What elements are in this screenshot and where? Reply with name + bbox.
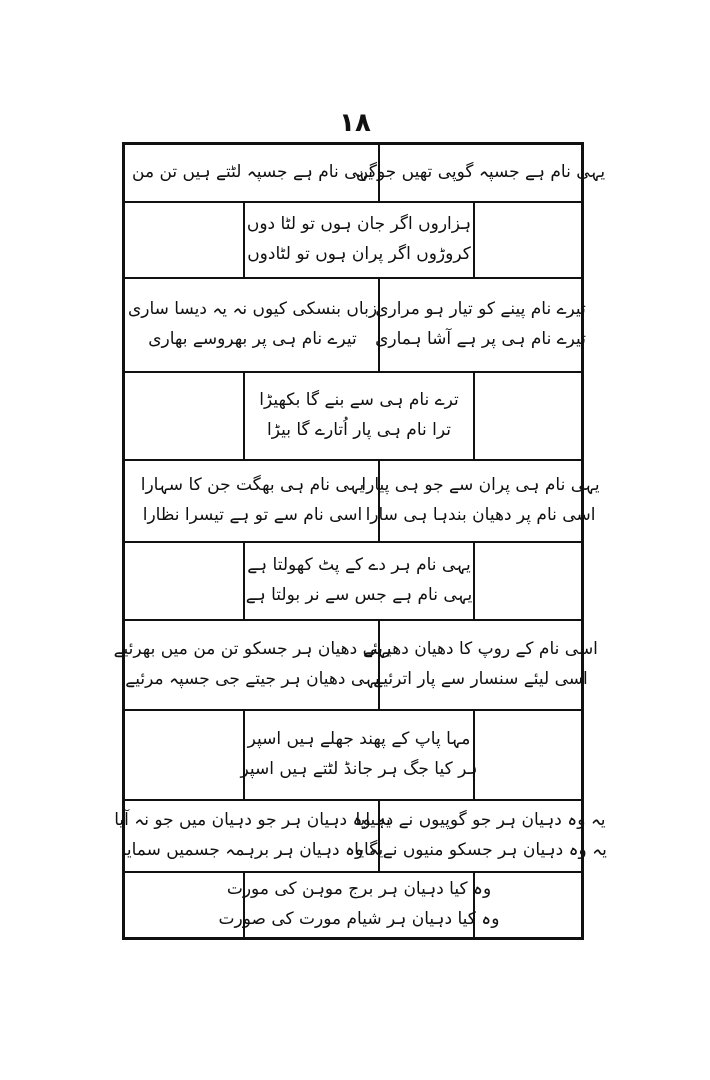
verse-line: یہی نام ہے جسپہ لٹتے ہیں تن من xyxy=(132,162,373,183)
verse-row xyxy=(125,373,581,461)
verse-line: یہی دھیان ہر جسکو تن من میں بھرئیے xyxy=(113,639,392,660)
verse-cell-center xyxy=(243,543,475,619)
verse-line: اسی نام کے روپ کا دھیان دھریئے xyxy=(363,639,598,660)
verse-line: یہی نام ہی پران سے جو ہی پیارا xyxy=(361,475,600,496)
verse-cell-center xyxy=(218,873,500,937)
verse-row xyxy=(114,801,607,873)
verse-line: یہی دھیان ہر جیتے جی جسپہ مرئیے xyxy=(125,669,380,689)
verse-line: یہی نام ہی بھگت جن کا سہارا xyxy=(140,475,365,496)
verse-line: اسی نام سے تو ہے تیسرا نظارا xyxy=(142,505,363,525)
verse-cell-center xyxy=(243,373,475,459)
verse-row xyxy=(125,461,600,543)
verse-table xyxy=(113,142,607,940)
verse-line: اسی لیئے سنسار سے پار اترئیے xyxy=(373,669,588,689)
verse-row xyxy=(125,543,581,621)
verse-row xyxy=(125,711,581,801)
verse-cell-center xyxy=(240,711,478,799)
verse-line: یہ وہ دہیان ہر جسکو منیوں نے گایا xyxy=(354,840,607,860)
verse-cell-center xyxy=(243,203,475,277)
verse-cell-right xyxy=(363,621,598,709)
verse-line: مہا پاپ کے پھند جھلے ہیں اسپر xyxy=(247,729,471,750)
verse-cell-left xyxy=(125,461,380,541)
verse-line: ترے نام ہی سے بنے گا بکھیڑا xyxy=(259,390,459,411)
verse-cell-left xyxy=(113,621,392,709)
page-number: ۱۸ xyxy=(339,108,371,138)
verse-line: ترا نام ہی پار اُتارے گا بیڑا xyxy=(267,420,451,440)
verse-line: کروڑوں اگر پران ہوں تو لٹادوں xyxy=(247,244,471,264)
verse-row xyxy=(125,279,586,373)
verse-line: تیرے نام ہی پر ہے آشا ہماری xyxy=(375,329,586,349)
verse-cell-left xyxy=(125,145,380,201)
verse-line: ہزاروں اگر جان ہوں تو لٹا دوں xyxy=(246,214,472,235)
verse-row xyxy=(125,203,581,279)
verse-line: تیرے نام ہی پر بھروسے بھاری xyxy=(148,329,357,349)
verse-cell-right xyxy=(355,145,606,201)
verse-line: زباں بنسکی کیوں نہ یہ دیسا ساری xyxy=(127,299,378,320)
verse-line: یہ وہ دہیان ہر جو دہیان میں جو نہ آیا xyxy=(114,810,391,831)
verse-line: وہ کیا دہیان ہر برج موہن کی مورت xyxy=(226,879,492,900)
verse-line: وہ کیا دہیان ہر شیام مورت کی صورت xyxy=(218,909,500,929)
verse-line: یہی نام ہے جس سے نر بولتا ہے xyxy=(245,585,473,605)
verse-cell-left xyxy=(114,801,391,871)
verse-row xyxy=(125,145,606,203)
verse-line: یہی نام ہے جسپہ گوپی تھیں جوگن xyxy=(355,162,606,183)
verse-line: یہ وہ دہیان ہر جو گوپیوں نے دہیایا xyxy=(355,810,606,831)
verse-line: تیرے نام پینے کو تیار ہو مراری xyxy=(375,299,586,320)
verse-line: اسی نام پر دھیان بندہا ہی سارا xyxy=(365,505,596,525)
verse-cell-right xyxy=(354,801,607,871)
verse-row xyxy=(125,873,581,937)
verse-cell-right xyxy=(361,461,600,541)
verse-cell-right xyxy=(375,279,586,371)
verse-line: یہی نام ہر دے کے پٹ کھولتا ہے xyxy=(247,555,471,576)
verse-row xyxy=(113,621,598,711)
verse-line: ہر کیا جگ ہر جانڈ لٹتے ہیں اسپر xyxy=(240,759,478,779)
verse-line: یہ وہ دہیان ہر برہمہ جسمیں سمایا xyxy=(121,840,384,860)
verse-cell-left xyxy=(125,279,380,371)
